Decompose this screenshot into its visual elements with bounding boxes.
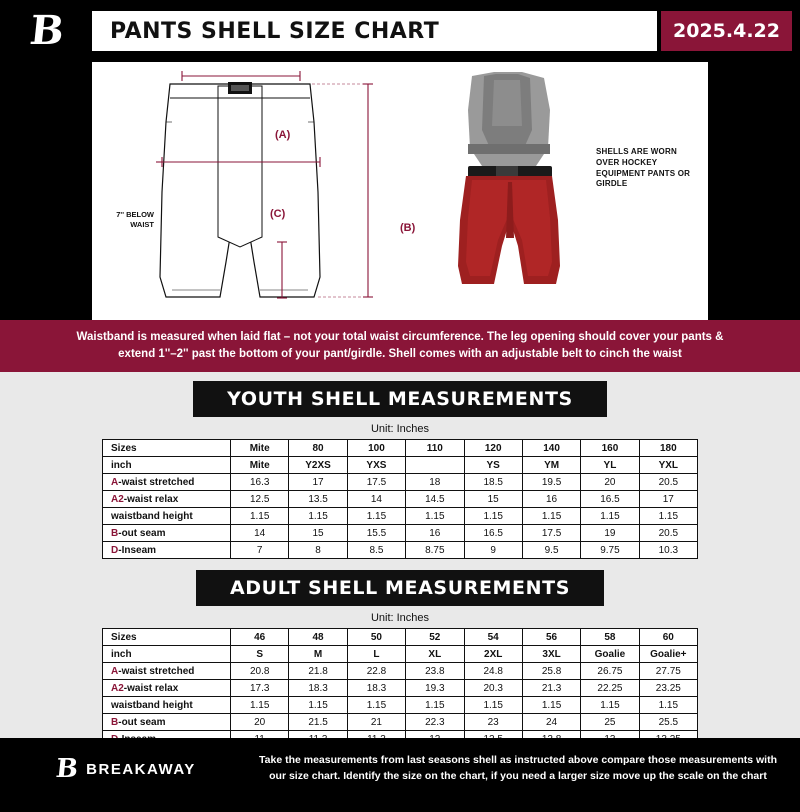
table-cell: 14.5 <box>406 491 464 508</box>
table-cell: 80 <box>289 440 347 457</box>
table-cell: 17.5 <box>347 474 405 491</box>
table-cell: 8.75 <box>406 542 464 559</box>
table-cell: 7 <box>231 542 289 559</box>
table-cell: 56 <box>522 629 580 646</box>
table-cell: 50 <box>347 629 405 646</box>
table-cell: 19 <box>581 525 639 542</box>
table-cell: 20.5 <box>639 474 697 491</box>
measurement-instructions-banner: Waistband is measured when laid flat – not your total waist circumference. The leg opening should cover your pants & extend 1''–2'' past the bottom of your pant/girdle. Shell comes with an adjustable belt to cinch the waist <box>0 320 800 372</box>
table-cell: 1.15 <box>289 508 347 525</box>
table-cell: 54 <box>464 629 522 646</box>
table-cell: 8 <box>289 542 347 559</box>
table-cell: 48 <box>289 629 347 646</box>
title-bar <box>92 11 657 51</box>
table-cell <box>406 457 464 474</box>
table-cell: 27.75 <box>639 663 697 680</box>
table-cell: 26.75 <box>581 663 639 680</box>
youth-section-title: YOUTH SHELL MEASUREMENTS <box>193 381 607 417</box>
measure-code: B <box>111 716 119 728</box>
page-footer <box>0 738 800 800</box>
table-cell: M <box>289 646 347 663</box>
table-cell: 21.3 <box>522 680 580 697</box>
row-label: A2-waist relax <box>103 491 231 508</box>
row-label: A2-waist relax <box>103 680 231 697</box>
table-cell: 1.15 <box>581 508 639 525</box>
table-cell: 18.3 <box>289 680 347 697</box>
table-cell: 21 <box>347 714 405 731</box>
youth-table-area <box>0 439 800 561</box>
table-cell: 1.15 <box>464 508 522 525</box>
measure-code: D <box>111 544 119 556</box>
table-cell: 160 <box>581 440 639 457</box>
table-row <box>103 491 698 508</box>
row-label: inch <box>103 646 231 663</box>
table-cell: 1.15 <box>639 697 697 714</box>
page-header <box>0 0 800 62</box>
adult-table-area <box>0 628 800 750</box>
table-cell: YXS <box>347 457 405 474</box>
table-cell: 15 <box>464 491 522 508</box>
row-label: D-Inseam <box>103 542 231 559</box>
adult-section-header <box>0 561 800 612</box>
youth-unit-label: Unit: Inches <box>0 423 800 439</box>
logo-letter: B <box>27 7 65 54</box>
table-cell: Mite <box>231 440 289 457</box>
table-cell: 17 <box>289 474 347 491</box>
table-cell: 22.8 <box>347 663 405 680</box>
table-cell: 9.75 <box>581 542 639 559</box>
row-label: B-out seam <box>103 525 231 542</box>
footer-logo-letter: B <box>54 754 80 784</box>
table-cell: 52 <box>406 629 464 646</box>
table-cell: 9 <box>464 542 522 559</box>
row-label: A-waist stretched <box>103 663 231 680</box>
date-badge: 2025.4.22 <box>661 11 792 51</box>
table-cell: 1.15 <box>347 508 405 525</box>
table-cell: 20.8 <box>231 663 289 680</box>
table-row <box>103 474 698 491</box>
table-cell: 16.5 <box>581 491 639 508</box>
table-cell: 1.15 <box>231 508 289 525</box>
table-cell: 16 <box>522 491 580 508</box>
table-cell: 1.15 <box>406 508 464 525</box>
left-black-bar <box>0 62 92 320</box>
table-cell: Goalie+ <box>639 646 697 663</box>
row-label: A-waist stretched <box>103 474 231 491</box>
table-cell: 20 <box>581 474 639 491</box>
table-cell: L <box>347 646 405 663</box>
table-row <box>103 663 698 680</box>
table-cell: 120 <box>464 440 522 457</box>
table-cell: 25.5 <box>639 714 697 731</box>
table-cell: 1.15 <box>347 697 405 714</box>
table-cell: 12.5 <box>231 491 289 508</box>
table-cell: XL <box>406 646 464 663</box>
table-row <box>103 457 698 474</box>
row-label: waistband height <box>103 697 231 714</box>
table-row <box>103 714 698 731</box>
table-row <box>103 440 698 457</box>
measure-code: B <box>111 527 119 539</box>
table-row <box>103 629 698 646</box>
table-cell: 18.5 <box>464 474 522 491</box>
table-row <box>103 697 698 714</box>
table-row <box>103 542 698 559</box>
measure-code: A <box>111 476 119 488</box>
table-cell: 23.8 <box>406 663 464 680</box>
page-title: PANTS SHELL SIZE CHART <box>110 18 440 44</box>
table-cell: 20.5 <box>639 525 697 542</box>
table-cell: 22.25 <box>581 680 639 697</box>
table-cell: Y2XS <box>289 457 347 474</box>
table-cell: 21.5 <box>289 714 347 731</box>
table-row <box>103 646 698 663</box>
table-cell: 21.8 <box>289 663 347 680</box>
adult-unit-label: Unit: Inches <box>0 612 800 628</box>
adult-size-table <box>102 628 698 748</box>
table-cell: 2XL <box>464 646 522 663</box>
footer-brand-name: BREAKAWAY <box>86 760 196 778</box>
dimension-label-c: (C) <box>270 208 286 220</box>
table-cell: 25.8 <box>522 663 580 680</box>
row-label: Sizes <box>103 440 231 457</box>
table-cell: 17.3 <box>231 680 289 697</box>
table-cell: 1.15 <box>289 697 347 714</box>
brand-logo <box>0 0 92 62</box>
table-cell: 14 <box>347 491 405 508</box>
table-cell: 1.15 <box>231 697 289 714</box>
table-cell: 23 <box>464 714 522 731</box>
adult-section-title: ADULT SHELL MEASUREMENTS <box>196 570 604 606</box>
row-label: waistband height <box>103 508 231 525</box>
footer-instructions: Take the measurements from last seasons shell as instructed above compare those measurements with our size chart. Identify the size on the chart, if you need a larger size move up the scale on the chart <box>259 754 777 782</box>
table-cell: 25 <box>581 714 639 731</box>
table-cell: 1.15 <box>522 697 580 714</box>
table-cell: 17 <box>639 491 697 508</box>
table-cell: 17.5 <box>522 525 580 542</box>
measure-code: A2 <box>111 493 124 505</box>
row-label: inch <box>103 457 231 474</box>
table-cell: 8.5 <box>347 542 405 559</box>
table-cell: 16.3 <box>231 474 289 491</box>
shorts-technical-drawing <box>100 62 440 320</box>
table-cell: 15.5 <box>347 525 405 542</box>
table-cell: 180 <box>639 440 697 457</box>
table-row <box>103 525 698 542</box>
table-cell: YS <box>464 457 522 474</box>
table-cell: 20.3 <box>464 680 522 697</box>
table-cell: S <box>231 646 289 663</box>
row-label: Sizes <box>103 629 231 646</box>
diagram-area <box>0 62 800 320</box>
table-row <box>103 508 698 525</box>
table-cell: YXL <box>639 457 697 474</box>
table-cell: 3XL <box>522 646 580 663</box>
footer-brand <box>0 756 252 782</box>
table-cell: 16 <box>406 525 464 542</box>
table-cell: 15 <box>289 525 347 542</box>
dimension-label-a: (A) <box>275 129 291 141</box>
right-black-bar <box>708 62 800 320</box>
table-row <box>103 680 698 697</box>
table-cell: YL <box>581 457 639 474</box>
youth-section-header <box>0 372 800 423</box>
table-cell: 24 <box>522 714 580 731</box>
table-cell: 1.15 <box>639 508 697 525</box>
table-cell: 1.15 <box>522 508 580 525</box>
table-cell: 19.5 <box>522 474 580 491</box>
table-cell: 1.15 <box>581 697 639 714</box>
table-cell: 20 <box>231 714 289 731</box>
table-cell: 22.3 <box>406 714 464 731</box>
table-cell: 14 <box>231 525 289 542</box>
table-cell: 58 <box>581 629 639 646</box>
table-cell: 9.5 <box>522 542 580 559</box>
table-cell: 10.3 <box>639 542 697 559</box>
measure-code: A <box>111 665 119 677</box>
table-cell: 19.3 <box>406 680 464 697</box>
table-cell: 1.15 <box>406 697 464 714</box>
table-cell: 24.8 <box>464 663 522 680</box>
table-cell: 140 <box>522 440 580 457</box>
table-cell: Goalie <box>581 646 639 663</box>
below-waist-note: 7'' BELOW WAIST <box>116 210 154 229</box>
photo-note: SHELLS ARE WORN OVER HOCKEY EQUIPMENT PANTS OR GIRDLE <box>596 147 691 189</box>
row-label: B-out seam <box>103 714 231 731</box>
table-cell: YM <box>522 457 580 474</box>
table-cell: 13.5 <box>289 491 347 508</box>
table-cell: 23.25 <box>639 680 697 697</box>
table-cell: 46 <box>231 629 289 646</box>
dimension-label-b: (B) <box>400 222 416 234</box>
table-cell: 100 <box>347 440 405 457</box>
measure-code: A2 <box>111 682 124 694</box>
table-cell: Mite <box>231 457 289 474</box>
product-photo <box>432 70 582 310</box>
table-cell: 60 <box>639 629 697 646</box>
youth-size-table <box>102 439 698 559</box>
table-cell: 18 <box>406 474 464 491</box>
table-cell: 110 <box>406 440 464 457</box>
table-cell: 1.15 <box>464 697 522 714</box>
table-cell: 16.5 <box>464 525 522 542</box>
table-cell: 18.3 <box>347 680 405 697</box>
